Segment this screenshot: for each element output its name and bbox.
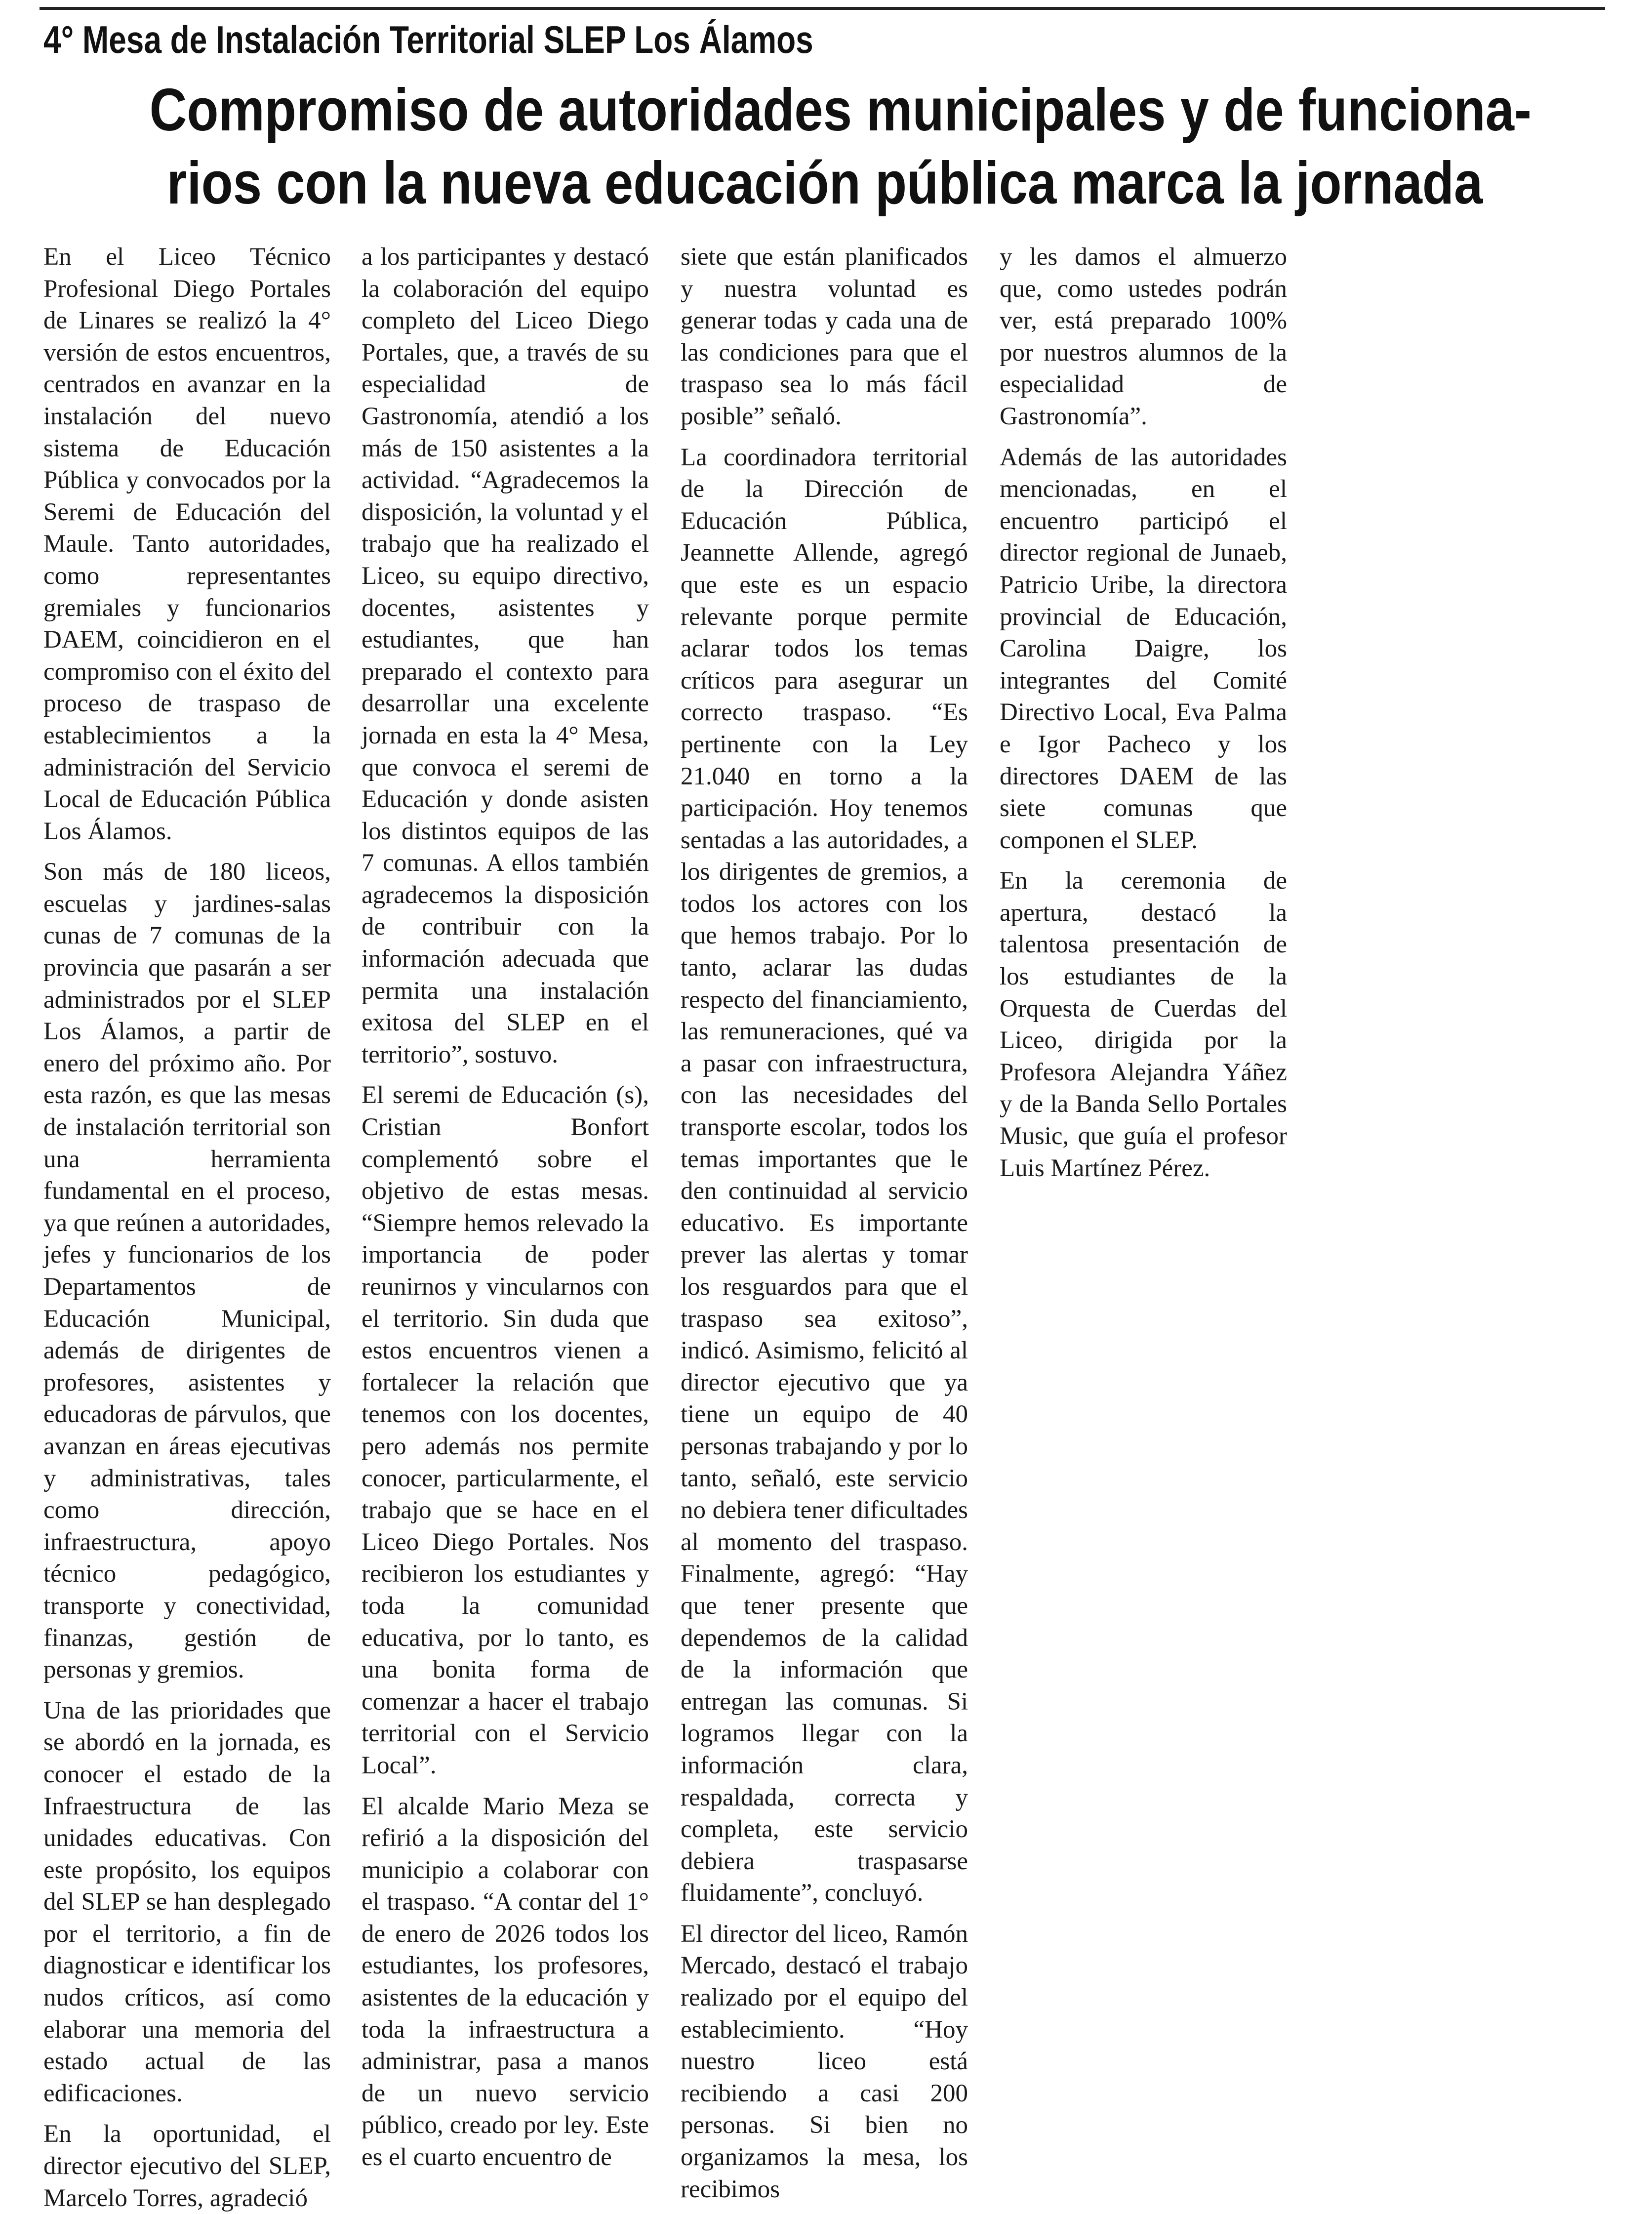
paragraph: El director del liceo, Ramón Mercado, destacó el trabajo realizado por el equipo del establecimiento. “Hoy nuestro liceo está recibiendo a casi 200 personas. Si bien no organizamos la mesa, los recibimos xyxy=(681,1920,968,2203)
paragraph: El seremi de Educación (s), Cristian Bonfort complementó sobre el objetivo de estas mesas. “Siempre hemos relevado la importancia de poder reunirnos y vincularnos con el territorio. Sin duda que estos encuentros vienen a fortalecer la relación que tenemos con los docentes, pero además nos permite conocer, particularmente, el trabajo que se hace en el Liceo Diego Portales. Nos recibieron los estudiantes y toda la comunidad educativa, por lo tanto, es una bonita forma de comenzar a hacer el trabajo territorial con el Servicio Local”. xyxy=(362,1081,649,1779)
paragraph: siete que están planificados y nuestra voluntad es generar todas y cada una de las condiciones para que el traspaso sea lo más fácil posible” señaló. xyxy=(681,243,968,430)
top-rule xyxy=(40,7,1605,10)
paragraph: La coordinadora territorial de la Dirección de Educación Pública, Jeannette Allende, agregó que este es un espacio relevante porque permite aclarar todos los temas críticos para asegurar un correcto traspaso. “Es pertinente con la Ley 21.040 en torno a la participación. Hoy tenemos sentadas a las autoridades, a los dirigentes de gremios, a todos los actores con los que hemos trabajo. Por lo tanto, aclarar las dudas respecto del financiamiento, las remuneraciones, qué va a pasar con infraestructura, con las necesidades del transporte escolar, todos los temas importantes que le den continuidad al servicio educativo. Es importante prever las alertas y tomar los resguardos para que el traspaso sea exitoso”, indicó. Asimismo, felicitó al director ejecutivo que ya tiene un equipo de 40 personas trabajando y por lo tanto, señaló, este servicio no debiera tener dificultades al momento del traspaso. Finalmente, agregó: “Hay que tener presente que dependemos de la calidad de la información que entregan las comunas. Si logramos llegar con la información clara, respaldada, correcta y completa, este servicio debiera traspasarse fluidamente”, concluyó. xyxy=(681,443,968,1907)
headline-line-2: rios con la nueva educación pública marca la jornada xyxy=(166,149,1483,216)
text-column-3 xyxy=(681,241,968,2203)
text-column-2 xyxy=(362,241,649,2172)
paragraph: En la ceremonia de apertura, destacó la talentosa presentación de los estudiantes de la Orquesta de Cuerdas del Liceo, dirigida por la Profesora Alejandra Yáñez y de la Banda Sello Portales Music, que guía el profesor Luis Martínez Pérez. xyxy=(1000,867,1287,1182)
paragraph: Además de las autoridades mencionadas, en el encuentro participó el director regional de Junaeb, Patricio Uribe, la directora provincial de Educación, Carolina Daigre, los integrantes del Comité Directivo Local, Eva Palma e Igor Pacheco y los directores DAEM de las siete comunas que componen el SLEP. xyxy=(1000,443,1287,854)
paragraph: Son más de 180 liceos, escuelas y jardines-salas cunas de 7 comunas de la provincia que pasarán a ser administrados por el SLEP Los Álamos, a partir de enero del próximo año. Por esta razón, es que las mesas de instalación territorial son una herramienta fundamental en el proceso, ya que reúnen a autoridades, jefes y funcionarios de los Departamentos de Educación Municipal, además de dirigentes de profesores, asistentes y educadoras de párvulos, que avanzan en áreas ejecutivas y administrativas, tales como dirección, infraestructura, apoyo técnico pedagógico, transporte y conectividad, finanzas, gestión de personas y gremios. xyxy=(43,858,331,1684)
paragraph: y les damos el almuerzo que, como ustedes podrán ver, está preparado 100% por nuestros alumnos de la especialidad de Gastronomía”. xyxy=(1000,243,1287,430)
paragraph: En el Liceo Técnico Profesional Diego Portales de Linares se realizó la 4° versión de estos encuentros, centrados en avanzar en la instalación del nuevo sistema de Educación Pública y convocados por la Seremi de Educación del Maule. Tanto autoridades, como representantes gremiales y funcionarios DAEM, coincidieron en el compromiso con el éxito del proceso de traspaso de establecimientos a la administración del Servicio Local de Educación Pública Los Álamos. xyxy=(43,243,331,845)
headline-line-1: Compromiso de autoridades municipales y de funciona- xyxy=(149,76,1531,143)
text-column-1 xyxy=(43,241,331,2212)
paragraph: El alcalde Mario Meza se refirió a la disposición del municipio a colaborar con el traspaso. “A contar del 1° de enero de 2026 todos los estudiantes, los profesores, asistentes de la educación y toda la infraestructura a administrar, pasa a manos de un nuevo servicio público, creado por ley. Este es el cuarto encuentro de xyxy=(362,1792,649,2172)
paragraph: Una de las prioridades que se abordó en la jornada, es conocer el estado de la Infraestructura de las unidades educativas. Con este propósito, los equipos del SLEP se han desplegado por el territorio, a fin de diagnosticar e identificar los nudos críticos, así como elaborar una memoria del estado actual de las edificaciones. xyxy=(43,1696,331,2107)
article-kicker: 4° Mesa de Instalación Territorial SLEP Los Álamos xyxy=(43,18,813,61)
article-headline xyxy=(40,73,1610,219)
paragraph: En la oportunidad, el director ejecutivo del SLEP, Marcelo Torres, agradeció xyxy=(43,2120,331,2212)
paragraph: a los participantes y destacó la colaboración del equipo completo del Liceo Diego Portales, que, a través de su especialidad de Gastronomía, atendió a los más de 150 asistentes a la actividad. “Agradecemos la disposición, la voluntad y el trabajo que ha realizado el Liceo, su equipo directivo, docentes, asistentes y estudiantes, que han preparado el contexto para desarrollar una excelente jornada en esta la 4° Mesa, que convoca el seremi de Educación y donde asisten los distintos equipos de las 7 comunas. A ellos también agradecemos la disposición de contribuir con la información adecuada que permita una instalación exitosa del SLEP en el territorio”, sostuvo. xyxy=(362,243,649,1068)
text-column-4 xyxy=(1000,241,1287,2158)
